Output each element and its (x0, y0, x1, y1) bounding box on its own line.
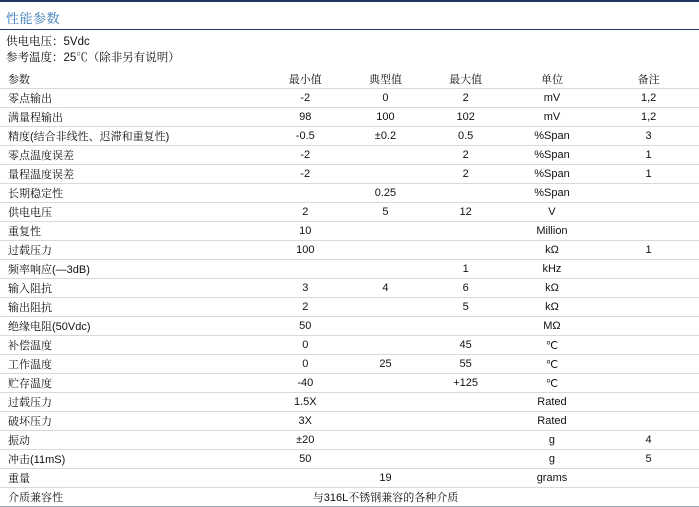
cell-unit: Rated (506, 412, 599, 431)
cell-typical (345, 431, 425, 450)
cell-typical (345, 336, 425, 355)
cell-unit: kΩ (506, 241, 599, 260)
header-parameter: 参数 (8, 74, 30, 86)
cell-note (598, 184, 699, 203)
cell-min: 50 (265, 450, 345, 469)
cell-max (426, 241, 506, 260)
table-header (0, 70, 699, 89)
table-row (0, 298, 699, 317)
cell-parameter: 量程温度误差 (0, 165, 265, 184)
cell-parameter: 补偿温度 (0, 336, 265, 355)
cell-typical: 100 (345, 108, 425, 127)
cell-note: 1 (598, 241, 699, 260)
cell-unit: %Span (506, 165, 599, 184)
cell-max: 1 (426, 260, 506, 279)
cell-unit: mV (506, 108, 599, 127)
cell-parameter: 过载压力 (0, 241, 265, 260)
table-row (0, 450, 699, 469)
cell-min: 3X (265, 412, 345, 431)
cell-parameter: 绝缘电阻(50Vdc) (0, 317, 265, 336)
cell-note (598, 393, 699, 412)
cell-min: -2 (265, 165, 345, 184)
cell-parameter: 冲击(11mS) (0, 450, 265, 469)
cell-typical (345, 412, 425, 431)
table-row (0, 317, 699, 336)
cell-unit: g (506, 450, 599, 469)
cell-unit: kHz (506, 260, 599, 279)
cell-max: 102 (426, 108, 506, 127)
cell-unit: kΩ (506, 298, 599, 317)
cell-parameter: 振动 (0, 431, 265, 450)
cell-min: 100 (265, 241, 345, 260)
cell-min: -2 (265, 89, 345, 108)
table-row (0, 469, 699, 488)
table-row (0, 108, 699, 127)
cell-max: 2 (426, 89, 506, 108)
cell-unit: g (506, 431, 599, 450)
specifications-table (0, 70, 699, 506)
cell-note: 5 (598, 450, 699, 469)
table-row (0, 488, 699, 507)
cell-parameter: 零点温度误差 (0, 146, 265, 165)
cell-note (598, 203, 699, 222)
cell-min: 50 (265, 317, 345, 336)
header-typ: 典型值 (368, 74, 402, 86)
cell-max: 2 (426, 165, 506, 184)
cell-note: 1,2 (598, 108, 699, 127)
cell-parameter: 过载压力 (0, 393, 265, 412)
table-row (0, 374, 699, 393)
cell-parameter: 精度(结合非线性、迟滞和重复性) (0, 127, 265, 146)
cell-parameter: 零点输出 (0, 89, 265, 108)
cell-unit: %Span (506, 184, 599, 203)
cell-parameter: 满量程输出 (0, 108, 265, 127)
cell-max: 0.5 (426, 127, 506, 146)
cell-note (598, 222, 699, 241)
cell-typical (345, 374, 425, 393)
cell-unit: %Span (506, 146, 599, 165)
cell-typical: 5 (345, 203, 425, 222)
cell-note: 1,2 (598, 89, 699, 108)
cell-min: 98 (265, 108, 345, 127)
cell-min: 10 (265, 222, 345, 241)
cell-typical (345, 393, 425, 412)
cell-note: 1 (598, 146, 699, 165)
cell-unit: kΩ (506, 279, 599, 298)
cell-min: ±20 (265, 431, 345, 450)
table-row (0, 412, 699, 431)
header-unit: 单位 (540, 74, 563, 86)
title-divider (0, 29, 699, 30)
reference-temperature-line: 参考温度：25℃（除非另有说明） (6, 52, 180, 64)
cell-unit: Rated (506, 393, 599, 412)
cell-typical (345, 222, 425, 241)
cell-note: 1 (598, 165, 699, 184)
cell-typical: 与316L不锈钢兼容的各种介质 (265, 488, 506, 507)
table-row (0, 222, 699, 241)
cell-unit: V (506, 203, 599, 222)
cell-max: 5 (426, 298, 506, 317)
table-row (0, 203, 699, 222)
cell-min (265, 469, 345, 488)
cell-min: 1.5X (265, 393, 345, 412)
cell-max: 45 (426, 336, 506, 355)
cell-max (426, 431, 506, 450)
cell-typical: 0 (345, 89, 425, 108)
cell-typical (345, 450, 425, 469)
table-body (0, 89, 699, 507)
cell-max: 2 (426, 146, 506, 165)
cell-min (265, 184, 345, 203)
cell-unit: MΩ (506, 317, 599, 336)
cell-typical (345, 165, 425, 184)
cell-parameter: 贮存温度 (0, 374, 265, 393)
cell-min: 0 (265, 336, 345, 355)
cell-parameter: 输出阻抗 (0, 298, 265, 317)
cell-typical: ±0.2 (345, 127, 425, 146)
table-row (0, 241, 699, 260)
header-min: 最小值 (288, 74, 322, 86)
cell-note (598, 279, 699, 298)
table-row (0, 127, 699, 146)
cell-unit: Million (506, 222, 599, 241)
table-row (0, 260, 699, 279)
cell-max (426, 184, 506, 203)
cell-note: 4 (598, 431, 699, 450)
cell-unit: ℃ (506, 374, 599, 393)
cell-max: 12 (426, 203, 506, 222)
cell-typical (345, 317, 425, 336)
table-row (0, 165, 699, 184)
table-row (0, 89, 699, 108)
cell-note: 3 (598, 127, 699, 146)
table-row (0, 393, 699, 412)
cell-max: 55 (426, 355, 506, 374)
cell-max (426, 222, 506, 241)
cell-unit (506, 488, 599, 507)
cell-parameter: 介质兼容性 (0, 488, 265, 507)
header-note: 备注 (637, 74, 660, 86)
cell-unit: ℃ (506, 336, 599, 355)
cell-typical (345, 260, 425, 279)
cell-note (598, 260, 699, 279)
cell-max (426, 412, 506, 431)
cell-typical: 4 (345, 279, 425, 298)
cell-max: 6 (426, 279, 506, 298)
header-row (0, 70, 699, 89)
cell-min: -0.5 (265, 127, 345, 146)
cell-typical: 19 (345, 469, 425, 488)
cell-note (598, 298, 699, 317)
cell-max (426, 450, 506, 469)
section-title: 性能参数 (6, 11, 61, 26)
cell-min (265, 260, 345, 279)
cell-parameter: 工作温度 (0, 355, 265, 374)
cell-parameter: 破坏压力 (0, 412, 265, 431)
cell-typical (345, 241, 425, 260)
table-row (0, 279, 699, 298)
cell-note (598, 355, 699, 374)
cell-parameter: 重量 (0, 469, 265, 488)
cell-typical: 0.25 (345, 184, 425, 203)
cell-max (426, 393, 506, 412)
cell-min: -2 (265, 146, 345, 165)
cell-min: 0 (265, 355, 345, 374)
cell-note (598, 374, 699, 393)
cell-note (598, 412, 699, 431)
cell-typical (345, 298, 425, 317)
table-row (0, 355, 699, 374)
cell-min: 2 (265, 298, 345, 317)
cell-max (426, 317, 506, 336)
table-row (0, 336, 699, 355)
supply-voltage-line: 供电电压：5Vdc (6, 36, 90, 48)
cell-max (426, 469, 506, 488)
cell-note (598, 336, 699, 355)
cell-parameter: 供电电压 (0, 203, 265, 222)
cell-unit: %Span (506, 127, 599, 146)
cell-min: -40 (265, 374, 345, 393)
cell-min: 3 (265, 279, 345, 298)
cell-note (598, 488, 699, 507)
cell-parameter: 频率响应(—3dB) (0, 260, 265, 279)
cell-parameter: 长期稳定性 (0, 184, 265, 203)
cell-min: 2 (265, 203, 345, 222)
table-row (0, 431, 699, 450)
table-row (0, 146, 699, 165)
cell-note (598, 469, 699, 488)
cell-parameter: 重复性 (0, 222, 265, 241)
cell-unit: mV (506, 89, 599, 108)
cell-max: +125 (426, 374, 506, 393)
cell-typical: 25 (345, 355, 425, 374)
cell-unit: grams (506, 469, 599, 488)
cell-note (598, 317, 699, 336)
cell-parameter: 输入阻抗 (0, 279, 265, 298)
table-row (0, 184, 699, 203)
cell-typical (345, 146, 425, 165)
header-max: 最大值 (449, 74, 483, 86)
cell-unit: ℃ (506, 355, 599, 374)
